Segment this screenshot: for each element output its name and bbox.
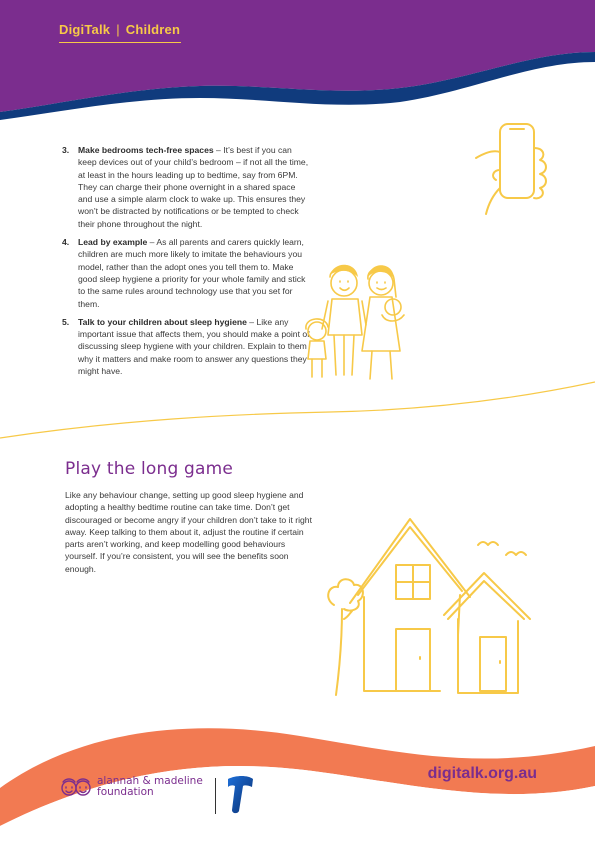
list-item [62, 144, 312, 230]
list-item-text: – It’s best if you can keep devices out of your child’s bedroom – if not all the time, at least in the hours leading up to bedtime, say from 6PM. They can charge their phone overnight in a shared space and use a simple alarm clock to wake up. This ensures they won’t be distracted by notifications or be tempted to check their phone throughout the night. [78, 145, 309, 229]
tips-list [62, 144, 312, 383]
list-body [78, 236, 312, 310]
list-body [78, 316, 312, 377]
list-item-text: – Like any important issue that affects them, you should make a point of discussing sleep hygiene with your children. Explain to them why it matters and make room to answer any questions they might have. [78, 316, 310, 377]
brand-separator: | [116, 22, 120, 37]
list-item [62, 236, 312, 310]
section-body: Like any behaviour change, setting up good sleep hygiene and adopting a healthy bedtime routine can take time. Don’t get discouraged or become angry if your children don’t take to it right away. Keep talking to them about it, adjust the routine if certain parts aren’t working, and keep modelling good behaviours yourself. If you’re consistent, you will see the benefits soon enough. [65, 490, 312, 574]
amf-logo-line1: alannah & madeline [97, 775, 203, 787]
list-item-title: Lead by example [78, 237, 148, 248]
amf-logo-text [97, 776, 203, 798]
brand-name: DigiTalk [59, 22, 111, 37]
amf-logo-line2: foundation [97, 786, 154, 798]
list-item-title: Talk to your children about sleep hygiene [78, 316, 247, 327]
house-illustration [320, 515, 565, 700]
list-item [62, 316, 312, 377]
list-item-title: Make bedrooms tech-free spaces [78, 145, 214, 155]
list-number: 3. [62, 145, 70, 155]
section-title: Play the long game [65, 459, 234, 479]
divider-curve [0, 380, 595, 440]
family-illustration [300, 255, 475, 390]
list-item-text: – As all parents and carers quickly learn, children are much more likely to imitate the behaviours you model, rather than the adopt ones you tell them to. Make good sleep hygiene a priority for your whole family and stick to the same rules around technology use that you set for them. [78, 237, 306, 309]
list-body [78, 144, 312, 230]
brand-section: Children [125, 22, 181, 37]
list-number: 4. [62, 237, 70, 248]
hand-phone-illustration [470, 118, 550, 218]
amf-faces-icon [60, 776, 92, 798]
header-brand [59, 22, 180, 37]
header-rule [59, 42, 181, 43]
telstra-logo [226, 775, 254, 815]
site-url[interactable]: digitalk.org.au [427, 765, 537, 782]
header-wave [0, 0, 595, 130]
logo-divider [215, 778, 216, 814]
amf-logo [60, 776, 203, 798]
list-number: 5. [62, 316, 70, 327]
